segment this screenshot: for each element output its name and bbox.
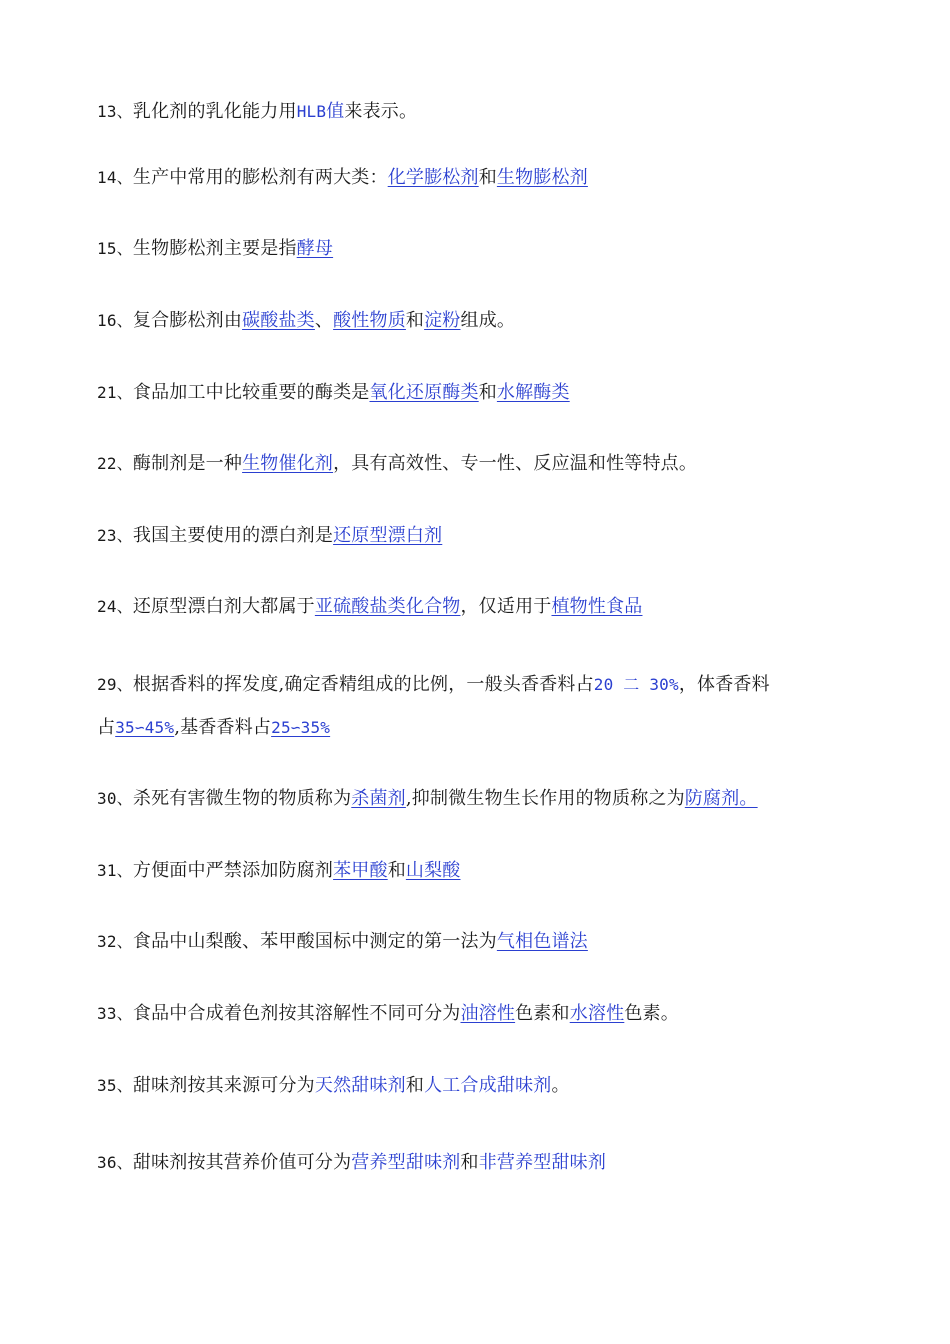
answer-text: 25∽35% — [271, 718, 331, 737]
question-text: 杀死有害微生物的物质称为 — [132, 788, 352, 809]
answer-text: 亚硫酸盐类化合物 — [314, 596, 461, 617]
question-35 — [97, 1074, 857, 1098]
answer-text: 油溶性 — [460, 1003, 516, 1024]
answer-text: 非营养型甜味剂 — [478, 1152, 607, 1173]
question-text: 食品加工中比较重要的酶类是 — [132, 382, 370, 403]
answer-text: 酵母 — [296, 238, 334, 259]
question-text: 乳化剂的乳化能力用 — [132, 101, 297, 122]
question-number: 29、 — [97, 675, 133, 694]
question-number: 23、 — [97, 526, 133, 545]
answer-text: 山梨酸 — [405, 860, 461, 881]
question-15 — [97, 237, 857, 261]
question-text: 、 — [314, 310, 334, 331]
answer-text: 营养型甜味剂 — [351, 1152, 461, 1173]
answer-text: 淀粉 — [424, 310, 461, 331]
question-36 — [97, 1151, 857, 1175]
question-14 — [97, 166, 857, 190]
question-text: 色素和 — [515, 1003, 570, 1024]
question-text: 我国主要使用的漂白剂是 — [132, 525, 334, 546]
question-number: 31、 — [97, 861, 133, 880]
question-text: 酶制剂是一种 — [132, 453, 243, 474]
question-30 — [97, 787, 857, 811]
answer-text: 还原型漂白剂 — [333, 525, 443, 546]
question-31 — [97, 859, 857, 883]
question-text: 和 — [460, 1152, 479, 1173]
answer-text: 天然甜味剂 — [314, 1075, 406, 1096]
answer-text: 生物催化剂 — [242, 453, 334, 474]
answer-text: HLB — [296, 102, 327, 121]
question-16 — [97, 309, 857, 333]
question-text: 和 — [387, 860, 406, 881]
answer-text: 碳酸盐类 — [242, 310, 315, 331]
answer-text: 人工合成甜味剂 — [424, 1075, 552, 1096]
question-text: 复合膨松剂由 — [132, 310, 243, 331]
answer-text: 化学膨松剂 — [387, 167, 479, 188]
question-text: 食品中山梨酸、苯甲酸国标中测定的第一法为 — [132, 931, 497, 952]
question-text: 组成。 — [460, 310, 516, 331]
question-23 — [97, 524, 857, 548]
question-number: 13、 — [97, 102, 133, 121]
answer-text: 值 — [326, 101, 345, 122]
answer-text: 苯甲酸 — [333, 860, 388, 881]
question-number: 35、 — [97, 1076, 133, 1095]
answer-text: 酸性物质 — [333, 310, 406, 331]
question-text: ，仅适用于 — [460, 596, 552, 617]
question-text: 色素。 — [624, 1003, 679, 1024]
question-text: 食品中合成着色剂按其溶解性不同可分为 — [132, 1003, 461, 1024]
question-number: 32、 — [97, 932, 133, 951]
question-text: 。 — [551, 1075, 570, 1096]
question-text: 生物膨松剂主要是指 — [132, 238, 297, 259]
question-text: 根据香料的挥发度,确定香精组成的比例，一般头香香料占 — [132, 674, 594, 695]
question-number: 22、 — [97, 454, 133, 473]
question-number: 36、 — [97, 1153, 133, 1172]
question-text: 甜味剂按其来源可分为 — [132, 1075, 315, 1096]
question-text: ，具有高效性、专一性、反应温和性等特点。 — [333, 453, 698, 474]
question-33 — [97, 1002, 857, 1026]
answer-text: 生物膨松剂 — [496, 167, 588, 188]
question-text: ,基香香料占 — [174, 717, 272, 738]
question-text: 和 — [478, 382, 497, 403]
question-number: 24、 — [97, 597, 133, 616]
answer-text: 杀菌剂 — [351, 788, 406, 809]
question-text: 还原型漂白剂大都属于 — [132, 596, 315, 617]
question-text: ，体香香料 — [678, 674, 770, 695]
question-29 — [97, 673, 857, 697]
question-text: 生产中常用的膨松剂有两大类： — [132, 167, 388, 188]
question-number: 21、 — [97, 383, 133, 402]
question-24 — [97, 595, 857, 619]
question-text: 甜味剂按其营养价值可分为 — [132, 1152, 352, 1173]
answer-text: 35∽45% — [115, 718, 175, 737]
question-text: 方便面中严禁添加防腐剂 — [132, 860, 334, 881]
question-number: 33、 — [97, 1004, 133, 1023]
question-number: 16、 — [97, 311, 133, 330]
question-text: 占 — [97, 717, 116, 738]
question-29-continued — [97, 716, 857, 740]
question-22 — [97, 452, 857, 476]
question-21 — [97, 381, 857, 405]
question-text: ,抑制微生物生长作用的物质称之为 — [405, 788, 685, 809]
question-text: 来表示。 — [344, 101, 418, 122]
question-number: 30、 — [97, 789, 133, 808]
answer-text: 水溶性 — [569, 1003, 625, 1024]
question-13 — [97, 100, 857, 124]
question-number: 15、 — [97, 239, 133, 258]
question-32 — [97, 930, 857, 954]
answer-text: 植物性食品 — [551, 596, 643, 617]
question-text: 和 — [478, 167, 497, 188]
answer-text: 防腐剂。 — [684, 788, 758, 809]
question-text: 和 — [405, 1075, 425, 1096]
question-number: 14、 — [97, 168, 133, 187]
answer-text: 水解酶类 — [496, 382, 570, 403]
answer-text: 气相色谱法 — [496, 931, 588, 952]
answer-text: 20 二 30% — [593, 675, 679, 694]
answer-text: 氧化还原酶类 — [369, 382, 479, 403]
question-text: 和 — [405, 310, 425, 331]
